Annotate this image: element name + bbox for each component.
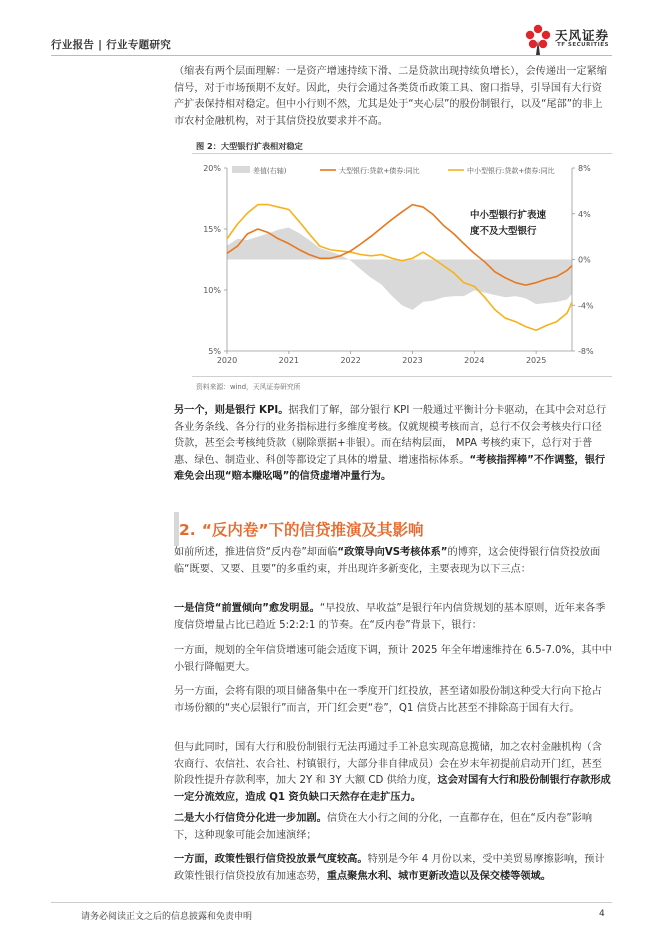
right-tick-label: 4%: [578, 209, 591, 219]
paragraph-4-lead: 一是信贷“前置倾向”愈发明显。: [174, 603, 320, 614]
x-tick-label: 2021: [278, 356, 300, 365]
chart-annotation: 中小型银行扩表速: [470, 210, 547, 221]
paragraph-3-c: 的博弈，这会使得银行信贷投放面临“既要、又要、且要”的多重约束，并出现许多新变化，主要表现为以下三点：: [174, 547, 601, 575]
paragraph-2-body: 据我们了解，部分银行 KPI 一般通过平衡计分卡驱动，在其中会对总行各业务条线、各分行的业务指标进行多维度考核。仅就规模考核而言，总行不仅会考核央行口径贷款，甚至会考核纯贷款（剔除票据+非银）。而在结构层面， MPA 考核约束下，总行对于普惠、绿色、制造业、科创等都设定了具体的增量、增速指标体系。: [174, 405, 607, 466]
header-divider: [51, 55, 612, 56]
company-logo: [521, 21, 621, 55]
legend-label: 大型银行:贷款+债券:同比: [339, 167, 420, 175]
paragraph-6: 另一方面，会将有限的项目储备集中在一季度开门红投放，甚至诸如股份制这种受大行向下抢占市场份额的“夹心层银行”而言，开门红会更“卷”，Q1 信贷占比甚至不排除高于国有大行。: [174, 686, 602, 714]
figure-bottom-rule: [192, 376, 612, 377]
legend-swatch-diff: [232, 166, 250, 173]
paragraph-3-emphasis: “政策导向VS考核体系”: [337, 547, 448, 558]
line-chart: [192, 156, 612, 372]
legend-label: 中小型银行:贷款+债券:同比: [467, 167, 555, 175]
right-tick-label: -4%: [578, 301, 594, 311]
section-title-text: “反内卷”下的信贷推演及其影响: [201, 521, 424, 539]
right-tick-label: 8%: [578, 164, 591, 173]
logo-en: TF SECURITIES: [557, 42, 609, 48]
footer-divider: [51, 902, 612, 903]
paragraph-4: [174, 601, 612, 634]
logo-flower-icon: [521, 21, 555, 55]
right-tick-label: 0%: [578, 255, 591, 265]
paragraph-3-a: 如前所述，推进信贷“反内卷”却面临: [174, 547, 338, 558]
logo-name: 天风证券: [555, 28, 610, 43]
section-number: 2.: [179, 521, 196, 539]
paragraph-2-lead: 另一个，则是银行 KPI。: [174, 405, 289, 416]
paragraph-9-lead: 一方面，政策性银行信贷投放景气度较高。: [174, 854, 368, 865]
paragraph-7-body: 但与此同时，国有大行和股份制银行无法再通过手工补息实现高息揽储，加之农村金融机构（含农商行、农信社、农合社、村镇银行，大部分非自律成员）会在岁末年初提前启动开门红，甚至阶段性提升存款利率，加大 2Y 和 3Y 大额 CD 供给力度，: [174, 742, 602, 787]
left-tick-label: 20%: [203, 164, 221, 173]
paragraph-2-emphasis: “考核指挥棒”不作调整，银行难免会出现“赔本赚吆喝”的信贷虚增冲量行为。: [174, 454, 606, 483]
figure-source: 资料来源：wind，天风证券研究所: [196, 383, 301, 391]
paragraph-4-body: “早投放、早收益”是银行年内信贷规划的基本原则，近年来各季度信贷增量占比已趋近 5:2:2:1 的节奏。在“反内卷”背景下，银行：: [174, 603, 606, 631]
section-heading: [174, 512, 612, 546]
left-tick-label: 15%: [203, 225, 221, 234]
footer-disclaimer: 请务必阅读正文之后的信息披露和免责申明: [81, 912, 253, 922]
figure-top-rule: [192, 153, 612, 154]
paragraph-8: [174, 811, 612, 844]
paragraph-2: [174, 403, 612, 486]
paragraph-9: [174, 852, 612, 885]
x-tick-label: 2025: [525, 356, 547, 365]
section-title: [179, 518, 424, 540]
breadcrumb: 行业报告 | 行业专题研究: [51, 39, 172, 51]
x-tick-label: 2023: [402, 356, 423, 365]
paragraph-5: 一方面，规划的全年信贷增速可能会适度下调，预计 2025 年全年增速维持在 6.5-7.0%，其中中小银行降幅更大。: [174, 645, 612, 673]
legend-label: 差值(右轴): [253, 167, 287, 175]
right-tick-label: -8%: [578, 347, 594, 356]
figure-title: 图 2：大型银行扩表相对稳定: [196, 141, 303, 151]
paragraph-9-emphasis: 重点聚焦水利、城市更新改造以及保交楼等领域。: [326, 870, 551, 882]
x-tick-label: 2022: [340, 356, 361, 365]
x-tick-label: 2020: [216, 356, 238, 365]
x-tick-label: 2024: [464, 356, 485, 365]
paragraph-7-emphasis: 这会对国有大行和股份制银行存款形成一定分流效应，造成 Q1 资负缺口天然存在走扩压力。: [174, 775, 611, 803]
paragraph-7: [174, 740, 612, 806]
left-tick-label: 5%: [208, 347, 221, 356]
chart-annotation: 度不及大型银行: [470, 226, 537, 237]
left-tick-label: 10%: [203, 286, 221, 295]
paragraph-9-body: 特别是今年 4 月份以来，受中美贸易摩擦影响，预计政策性银行信贷投放有加速态势，: [174, 854, 605, 882]
paragraph-8-body: 信贷在大小行之间的分化，一直都存在，但在“反内卷”影响下，这种现象可能会加速演绎；: [174, 813, 593, 841]
paragraph-8-lead: 二是大小行信贷分化进一步加剧。: [174, 813, 327, 824]
paragraph-3: [174, 545, 612, 578]
paragraph-1: （缩表有两个层面理解：一是资产增速持续下滑、二是贷款出现持续负增长），会传递出一定紧缩信号，对于市场预期不友好。因此，央行会通过各类货币政策工具、窗口指导，引导国有大行资产扩表保持相对稳定。但中小行则不然，尤其是处于“夹心层”的股份制银行，以及“尾部”的非上市农村金融机构，对于其信贷投放要求并不高。: [174, 66, 607, 127]
page-number: 4: [599, 909, 605, 919]
